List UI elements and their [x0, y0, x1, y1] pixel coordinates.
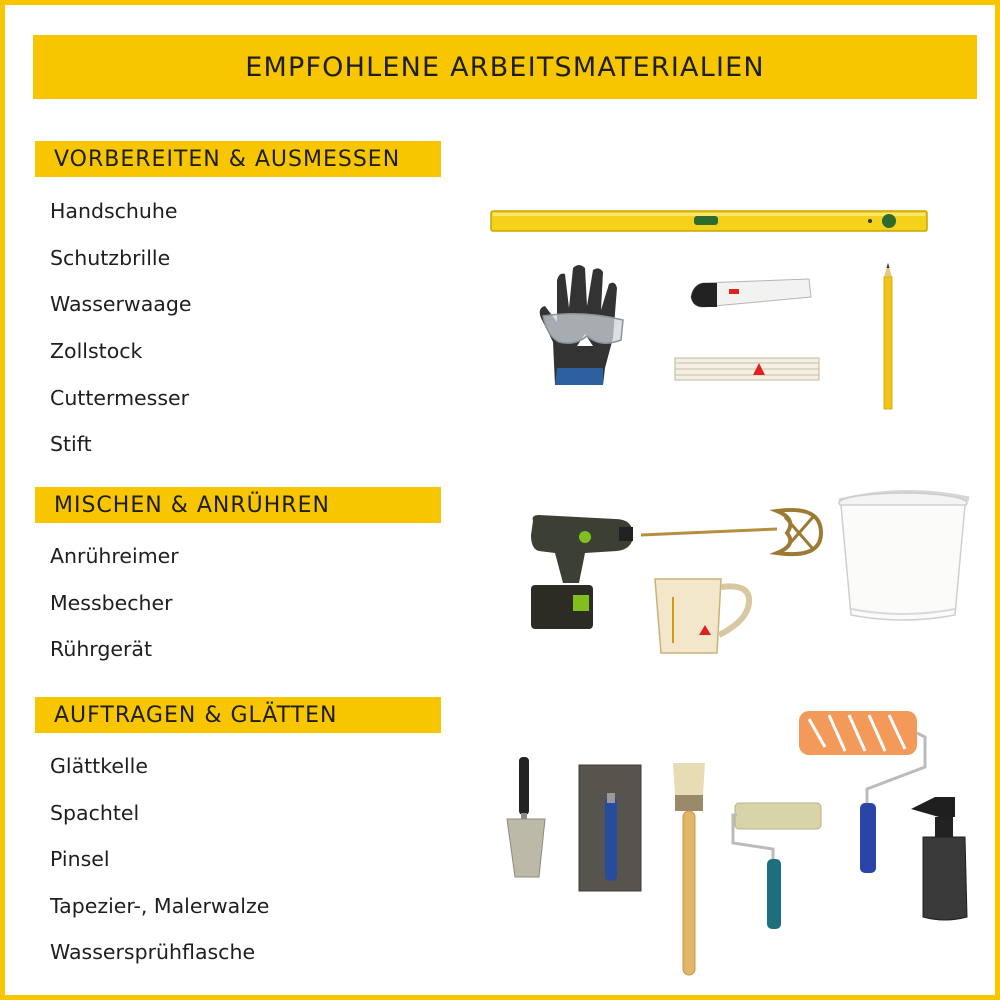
- list-item: Stift: [50, 432, 92, 456]
- list-item: Rührgerät: [50, 637, 153, 661]
- list-item: Wasserwaage: [50, 292, 192, 316]
- cutter-knife-icon: [689, 275, 815, 313]
- title-banner: [33, 35, 977, 99]
- list-item: Glättkelle: [50, 754, 148, 778]
- list-item: Handschuhe: [50, 199, 178, 223]
- spirit-level-icon: [489, 207, 931, 237]
- list-item: Tapezier-, Malerwalze: [50, 894, 270, 918]
- section-heading-prepare: [35, 141, 441, 177]
- list-item: Anrühreimer: [50, 544, 179, 568]
- section-heading-label: AUFTRAGEN & GLÄTTEN: [54, 702, 338, 728]
- list-item: Messbecher: [50, 591, 173, 615]
- section-heading-label: VORBEREITEN & AUSMESSEN: [54, 146, 401, 172]
- section-heading-mix: [35, 487, 441, 523]
- list-item: Schutzbrille: [50, 246, 171, 270]
- list-item: Cuttermesser: [50, 386, 190, 410]
- cordless-drill-icon: [525, 513, 637, 635]
- list-item: Pinsel: [50, 847, 110, 871]
- page-title: EMPFOHLENE ARBEITSMATERIALIEN: [245, 51, 765, 83]
- mixing-paddle-icon: [637, 505, 827, 561]
- list-item: Zollstock: [50, 339, 143, 363]
- measuring-cup-icon: [651, 573, 755, 659]
- bucket-icon: [835, 485, 975, 627]
- section-heading-label: MISCHEN & ANRÜHREN: [54, 492, 330, 518]
- spray-bottle-icon: [909, 791, 973, 923]
- smoothing-trowel-icon: [577, 763, 645, 895]
- folding-rule-icon: [673, 355, 821, 385]
- pencil-icon: [880, 261, 896, 411]
- paint-brush-icon: [667, 761, 711, 979]
- pointing-trowel-icon: [503, 753, 551, 881]
- list-item: Wassersprühflasche: [50, 940, 256, 964]
- section-heading-apply: [35, 697, 441, 733]
- safety-glasses-icon: [539, 310, 627, 350]
- list-item: Spachtel: [50, 801, 140, 825]
